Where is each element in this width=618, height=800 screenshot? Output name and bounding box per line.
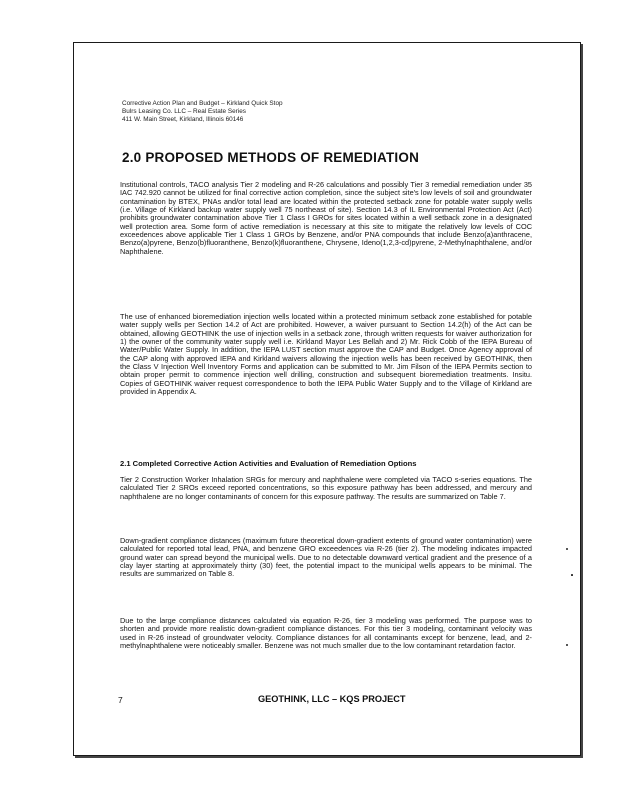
- paragraph-injection-wells-waiver: The use of enhanced bioremediation injection wells located within a protected minimum setback zone established for potable water supply wells per Section 14.2 of Act are prohibited. However, a waiver pursuant to Section 14.2(h) of the Act can be obtained, allowing GEOTHINK the use of injection wells in a setback zone, through written requests for waiver authorization for 1) the owner of the community water supply well i.e. Kirkland Mayor Les Bellah and 2) Mr. Rick Cobb of the IEPA Bureau of Water/Public Water Supply. In addition, the IEPA LUST section must approve the CAP and Budget. Once Agency approval of the CAP along with approved IEPA and Kirkland waivers allowing the injection wells has been received by GEOTHINK, then the Class V Injection Well Inventory Forms and application can be submitted to Mr. Jim Filson of the IEPA Permits section to obtain proper permit to commence injection well drilling, construction and subsequent bioremediation treatments. Insitu. Copies of GEOTHINK waiver request correspondence to both the IEPA Public Water Supply and to the Village of Kirkland are provided in Appendix A.: [120, 312, 532, 397]
- page-number: 7: [118, 695, 123, 705]
- scan-speck: [571, 574, 573, 576]
- letterhead-address: 411 W. Main Street, Kirkland, Illinois 60146: [122, 116, 244, 123]
- letterhead-title: Corrective Action Plan and Budget – Kirkland Quick Stop: [122, 100, 283, 107]
- scan-speck: [566, 548, 568, 550]
- paragraph-institutional-controls: Institutional controls, TACO analysis Tier 2 modeling and R-26 calculations and possibly Tier 3 remedial remediation under 35 IAC 742.920 cannot be utilized for final corrective action completion, since the subject site's low levels of soil and groundwater contamination by BTEX, PNAs and/or total lead are located within the protected setback zone for potable water supply wells (i.e. Village of Kirkland backup water supply well 75 northeast of site). Section 14.3 of IL Environmental Protection Act (Act) prohibits groundwater contamination above Tier 1 Class I GROs for sites located within a well setback zone in a designated well protection area. Some form of active remediation is necessary at this site to mitigate the relatively low levels of COC exceedences above applicable Tier 1 Class 1 GROs by Benzene, and/or PNA compounds that include Benzo(a)anthracene, Benzo(a)pyrene, Benzo(b)fluoranthene, Benzo(k)fluoranthene, Chrysene, Ideno(1,2,3-cd)pyrene, 2-Methylnaphthalene, and/or Naphthalene.: [120, 180, 532, 256]
- letterhead-owner: Bulrs Leasing Co. LLC – Real Estate Series: [122, 108, 246, 115]
- paragraph-down-gradient-distances: Down-gradient compliance distances (maximum future theoretical down-gradient extents of ground water contamination) were calculated for reported total lead, PNA, and benzene GRO exceedences via R-26 (tier 2). The modeling indicates impacted ground water can spread beyond the municipal wells. Due to no detectable downward vertical gradient and the presence of a clay layer starting at approximately thirty (30) feet, the potential impact to the municipal wells appears to be minimal. The results are summarized on Table 8.: [120, 536, 532, 579]
- scan-speck: [566, 644, 568, 646]
- section-heading: 2.0 PROPOSED METHODS OF REMEDIATION: [122, 150, 420, 165]
- paragraph-tier3-modeling: Due to the large compliance distances calculated via equation R-26, tier 3 modeling was performed. The purpose was to shorten and provide more realistic down-gradient compliance distances. For this tier 3 modeling, contaminant velocity was used in R-26 instead of groundwater velocity. Compliance distances for all contaminants except for benzene, lead, and 2-methylnaphthalene were noticeably smaller. Benzene was not much smaller due to the low contaminant retardation factor.: [120, 616, 532, 651]
- footer-project-name: GEOTHINK, LLC – KQS PROJECT: [258, 694, 406, 704]
- subsection-heading: 2.1 Completed Corrective Action Activities and Evaluation of Remediation Options: [120, 459, 417, 468]
- letterhead: [122, 100, 283, 124]
- paragraph-tier2-inhalation: Tier 2 Construction Worker Inhalation SRGs for mercury and naphthalene were completed via TACO s-series equations. The calculated Tier 2 SROs exceed reported concentrations, so this exposure pathway has been addressed, and mercury and naphthalene are no longer contaminants of concern for this exposure pathway. The results are summarized on Table 7.: [120, 475, 532, 501]
